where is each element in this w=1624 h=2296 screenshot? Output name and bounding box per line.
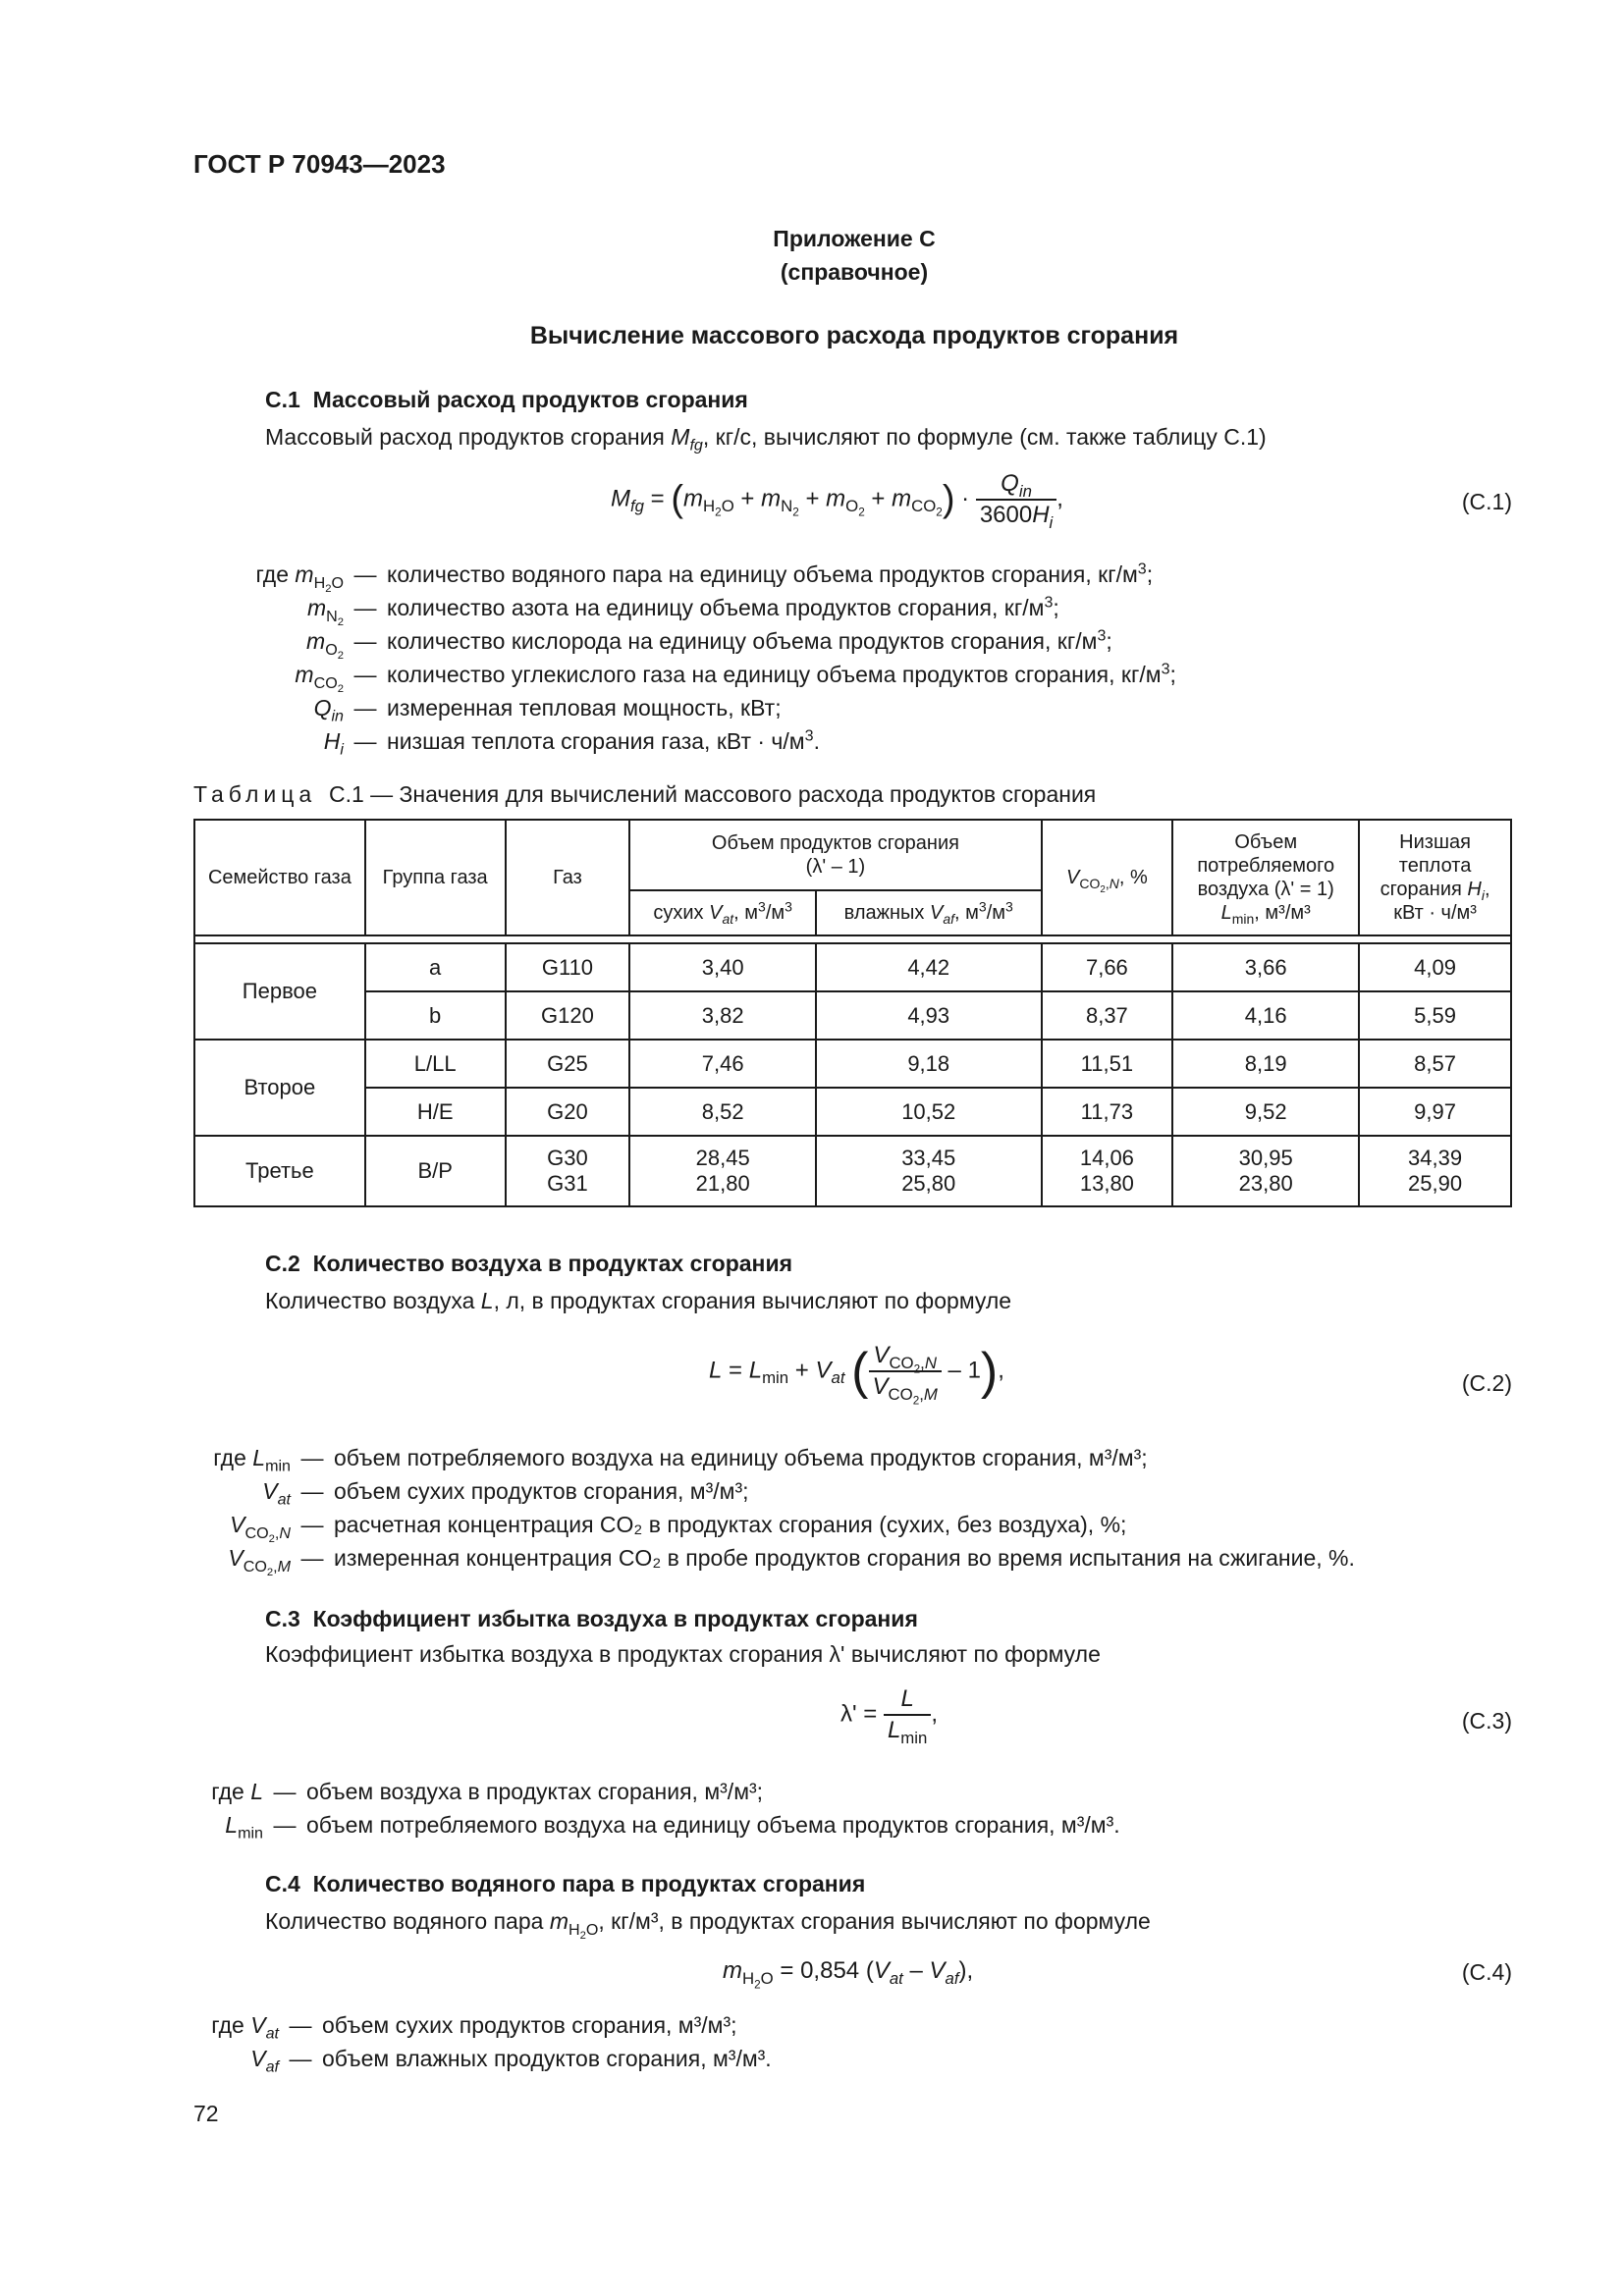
table-row: Второе L/LL G25 7,46 9,18 11,51 8,19 8,57 xyxy=(194,1040,1511,1088)
legend-item: где $L_{min}$ — объем потребляемого воздуха на единицу объема продуктов сгорания, м³/м³; xyxy=(213,1445,1148,1475)
legend-item: $m_{CO_2}—$ количество углекислого газа на единицу объема продуктов сгорания, $кг/м^3$; xyxy=(295,660,1176,695)
equation-c4: $m_{H_2O} = 0,854$ $(V_{at} - V_{af})$, xyxy=(723,1957,974,1992)
page-number: 72 xyxy=(193,2101,219,2126)
table-row: Третье B/P G30 G31 28,45 21,80 33,45 25,80 14,06 13,80 30,95 23,80 34,39 25,90 xyxy=(194,1136,1511,1206)
section-c1-intro: Массовый расход продуктов сгорания $M_{fg}$, кг/с, вычисляют по формуле (см. также таблицу C.1) xyxy=(265,424,1267,454)
equation-c1-number: (C.1) xyxy=(1461,489,1512,514)
legend-item: $H_i$ — низшая теплота сгорания газа, кВт · $ч/м^3$. xyxy=(323,726,820,759)
legend-item: $m_{N_2}—$ количество азота на единицу объема продуктов сгорания, $кг/м^3$; xyxy=(306,593,1059,628)
legend-item: $m_{O_2}—$ количество кислорода на единицу объема продуктов сгорания, $кг/м^3$; xyxy=(306,626,1112,662)
legend-item: $V_{CO_2,M}$ — измеренная концентрация CO₂ в пробе продуктов сгорания во время испытания на сжигание, %. xyxy=(228,1545,1355,1578)
legend-item: $Q_{in}$ — измеренная тепловая мощность, кВт; xyxy=(313,695,782,725)
table-caption: Таблица C.1 — Значения для вычислений массового расхода продуктов сгорания xyxy=(193,781,1097,807)
legend-item: где $m_{H_2O}$ — количество водяного пара на единицу объема продуктов сгорания, $кг/м^3$; xyxy=(255,560,1154,595)
col-header-heat: Низшая теплота сгорания $H_i$, кВт · ч/м³ xyxy=(1359,820,1511,935)
section-c4-heading: C.4 Количество водяного пара в продуктах сгорания xyxy=(265,1871,866,1896)
equation-c2-number: (C.2) xyxy=(1461,1370,1512,1396)
appendix-heading: Вычисление массового расхода продуктов сгорания xyxy=(529,322,1179,349)
equation-c3: λ' = $\frac{L}{L_{min}}$ , xyxy=(840,1685,939,1747)
legend-item: $V_{CO_2,N}$ — расчетная концентрация CO₂ в продуктах сгорания (сухих, без воздуха), %; xyxy=(230,1512,1127,1545)
standard-number: ГОСТ Р 70943—2023 xyxy=(193,149,446,179)
legend-item: где L — объем воздуха в продуктах сгорания, м³/м³; xyxy=(211,1779,764,1804)
legend-item: $V_{af}$ — объем влажных продуктов сгорания, м³/м³. xyxy=(250,2046,772,2076)
table-row: Первое a G110 3,40 4,42 7,66 3,66 4,09 xyxy=(194,943,1511,991)
section-c3-intro: Коэффициент избытка воздуха в продуктах сгорания λ' вычисляют по формуле xyxy=(265,1641,1101,1667)
col-header-volume: Объем продуктов сгорания (λ' – 1) xyxy=(629,820,1041,890)
section-c4-intro: Количество водяного пара $m_{H_2O}$, кг/м³, в продуктах сгорания вычисляют по формуле xyxy=(265,1908,1151,1942)
appendix-title: Приложение C xyxy=(773,226,936,251)
appendix-type: (справочное) xyxy=(780,259,929,285)
section-c3-heading: C.3 Коэффициент избытка воздуха в продуктах сгорания xyxy=(265,1606,918,1631)
legend-item: где $V_{at}$ — объем сухих продуктов сгорания, м³/м³; xyxy=(211,2012,737,2043)
equation-c3-number: (C.3) xyxy=(1461,1708,1512,1734)
equation-c1: $M_{fg} = (m_{H_2O} + m_{N_2} + m_{O_2} + m_{CO_2})$ · $\frac{Q_{in}}{3600H_i}$ , xyxy=(611,470,1063,532)
table-row: H/E G20 8,52 10,52 11,73 9,52 9,97 xyxy=(194,1088,1511,1136)
section-c2-heading: C.2 Количество воздуха в продуктах сгорания xyxy=(265,1251,793,1276)
col-header-wet: влажных $V_{af}$, $м^3/м^3$ xyxy=(816,890,1042,935)
legend-item: $V_{at}$ — объем сухих продуктов сгорания, м³/м³; xyxy=(262,1478,749,1509)
col-header-air: Объем потребляемого воздуха (λ' = 1) $L_{min}$, м³/м³ xyxy=(1172,820,1359,935)
col-header-family: Семейство газа xyxy=(194,820,365,935)
col-header-vco2: $V_{CO_2,N}$, % xyxy=(1042,820,1173,935)
section-c1-heading: C.1 Массовый расход продуктов сгорания xyxy=(265,387,748,412)
col-header-gas: Газ xyxy=(506,820,630,935)
equation-c4-number: (C.4) xyxy=(1461,1959,1512,1985)
equation-c2: $L = L_{min} + V_{at}$ ( $\frac{V_{CO_2,N}}{V_{CO_2,M}}$ – 1), xyxy=(709,1342,1004,1408)
col-header-group: Группа газа xyxy=(365,820,506,935)
section-c2-intro: Количество воздуха L, л, в продуктах сгорания вычисляют по формуле xyxy=(265,1288,1012,1313)
legend-item: $L_{min}$ — объем потребляемого воздуха на единицу объема продуктов сгорания, м³/м³. xyxy=(225,1812,1120,1842)
table-row: b G120 3,82 4,93 8,37 4,16 5,59 xyxy=(194,991,1511,1040)
col-header-dry: сухих $V_{at}$, $м^3/м^3$ xyxy=(629,890,816,935)
data-table xyxy=(193,819,1512,1207)
